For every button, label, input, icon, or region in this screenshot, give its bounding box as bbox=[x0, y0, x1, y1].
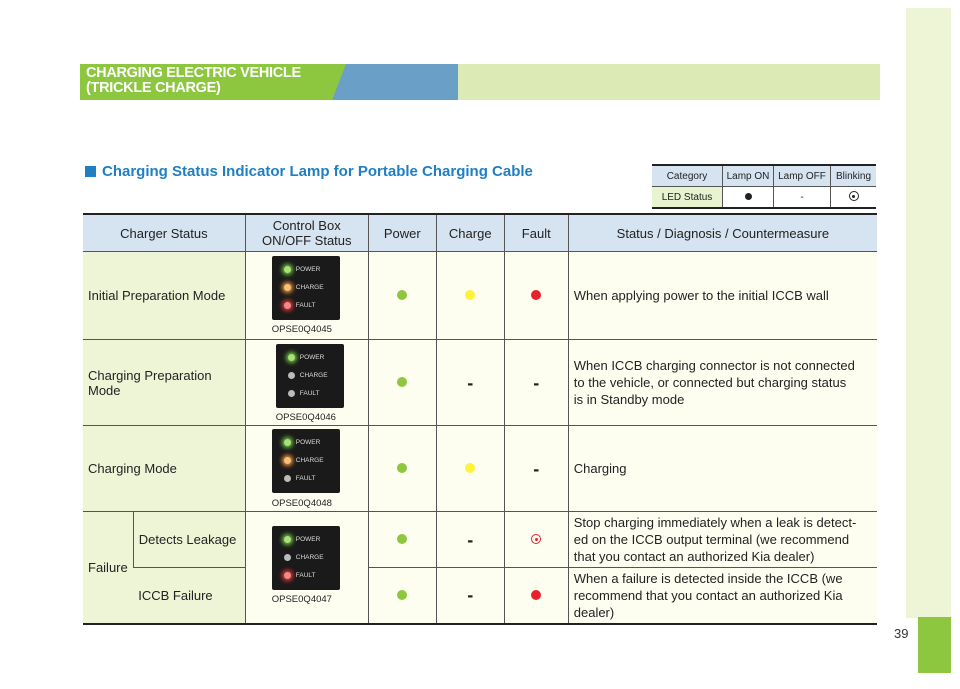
control-box-image bbox=[245, 426, 368, 512]
green-dot-icon bbox=[397, 377, 407, 387]
fault-lamp bbox=[504, 568, 568, 624]
power-lamp bbox=[368, 512, 436, 568]
fault-lamp bbox=[504, 512, 568, 568]
charge-lamp bbox=[436, 252, 504, 340]
charge-lamp: - bbox=[436, 512, 504, 568]
fault-led-icon bbox=[284, 572, 291, 579]
led-legend-table bbox=[652, 164, 876, 209]
row-description: Stop charging immediately when a leak is detect- ed on the ICCB output terminal (we recommend that you contact an authorized Kia dealer) bbox=[568, 512, 877, 568]
image-code: OPSE0Q4045 bbox=[271, 324, 332, 335]
section-title-text: Charging Status Indicator Lamp for Portable Charging Cable bbox=[102, 163, 533, 180]
legend-header-lamp-off: Lamp OFF bbox=[774, 165, 831, 187]
green-dot-icon bbox=[397, 290, 407, 300]
row-status: Charging Preparation Mode bbox=[83, 340, 245, 426]
chapter-title-line1: CHARGING ELECTRIC VEHICLE bbox=[86, 65, 301, 81]
col-header-power: Power bbox=[368, 214, 436, 252]
charge-led-icon bbox=[284, 457, 291, 464]
control-box-image bbox=[245, 340, 368, 426]
table-row bbox=[83, 512, 877, 568]
control-box-panel: POWER CHARGE FAULT bbox=[272, 256, 340, 320]
side-band bbox=[906, 8, 951, 618]
table-header-row bbox=[83, 214, 877, 252]
image-code: OPSE0Q4048 bbox=[271, 498, 332, 509]
side-tab bbox=[918, 617, 951, 673]
page-number: 39 bbox=[894, 626, 909, 641]
chapter-title-line2: (TRICKLE CHARGE) bbox=[86, 80, 221, 96]
header-bar-blue bbox=[330, 64, 458, 100]
legend-header-lamp-on: Lamp ON bbox=[723, 165, 774, 187]
square-bullet-icon bbox=[85, 166, 96, 177]
table-row bbox=[83, 252, 877, 340]
control-box-image bbox=[245, 252, 368, 340]
filled-dot-icon bbox=[745, 193, 752, 200]
control-box-panel: POWER CHARGE FAULT bbox=[272, 526, 340, 590]
power-led-icon bbox=[288, 354, 295, 361]
green-dot-icon bbox=[397, 463, 407, 473]
section-title bbox=[85, 163, 533, 180]
row-substatus: ICCB Failure bbox=[133, 568, 245, 624]
legend-row-label: LED Status bbox=[652, 187, 723, 209]
power-led-icon bbox=[284, 536, 291, 543]
green-dot-icon bbox=[397, 590, 407, 600]
power-led-icon bbox=[284, 439, 291, 446]
power-lamp bbox=[368, 426, 436, 512]
legend-lamp-off: - bbox=[774, 187, 831, 209]
yellow-dot-icon bbox=[465, 463, 475, 473]
control-box-panel: POWER CHARGE FAULT bbox=[276, 344, 344, 408]
table-row bbox=[83, 568, 877, 624]
image-code: OPSE0Q4046 bbox=[275, 412, 336, 423]
fault-lamp: - bbox=[504, 340, 568, 426]
row-description: Charging bbox=[568, 426, 877, 512]
row-status: Failure bbox=[83, 512, 133, 624]
col-header-fault: Fault bbox=[504, 214, 568, 252]
control-box-panel: POWER CHARGE FAULT bbox=[272, 429, 340, 493]
col-header-control-box bbox=[245, 214, 368, 252]
row-description: When applying power to the initial ICCB wall bbox=[568, 252, 877, 340]
row-description: When ICCB charging connector is not connected to the vehicle, or connected but charging status is in Standby mode bbox=[568, 340, 877, 426]
charge-lamp bbox=[436, 426, 504, 512]
fault-led-icon bbox=[284, 475, 291, 482]
legend-header-blinking: Blinking bbox=[831, 165, 877, 187]
chapter-title bbox=[86, 66, 301, 96]
charge-led-icon bbox=[284, 554, 291, 561]
charge-lamp: - bbox=[436, 340, 504, 426]
red-dot-icon bbox=[531, 590, 541, 600]
row-substatus: Detects Leakage bbox=[133, 512, 245, 568]
green-dot-icon bbox=[397, 534, 407, 544]
legend-blinking bbox=[831, 187, 877, 209]
col-header-control-line1: Control Box bbox=[272, 218, 341, 233]
power-lamp bbox=[368, 340, 436, 426]
fault-lamp bbox=[504, 252, 568, 340]
blinking-circle-icon bbox=[849, 191, 859, 201]
col-header-charge: Charge bbox=[436, 214, 504, 252]
table-row bbox=[83, 426, 877, 512]
row-status: Initial Preparation Mode bbox=[83, 252, 245, 340]
table-row bbox=[83, 340, 877, 426]
status-table bbox=[83, 213, 877, 625]
charge-led-icon bbox=[284, 284, 291, 291]
fault-led-icon bbox=[288, 390, 295, 397]
power-lamp bbox=[368, 568, 436, 624]
power-lamp bbox=[368, 252, 436, 340]
col-header-control-line2: ON/OFF Status bbox=[261, 233, 352, 248]
charge-led-icon bbox=[288, 372, 295, 379]
control-box-image bbox=[245, 512, 368, 624]
charge-lamp: - bbox=[436, 568, 504, 624]
legend-header-category: Category bbox=[652, 165, 723, 187]
red-dot-icon bbox=[531, 290, 541, 300]
power-led-icon bbox=[284, 266, 291, 273]
col-header-diagnosis: Status / Diagnosis / Countermeasure bbox=[568, 214, 877, 252]
fault-led-icon bbox=[284, 302, 291, 309]
col-header-status: Charger Status bbox=[83, 214, 245, 252]
row-description: When a failure is detected inside the ICCB (we recommend that you contact an authorized Kia dealer) bbox=[568, 568, 877, 624]
yellow-dot-icon bbox=[465, 290, 475, 300]
legend-lamp-on bbox=[723, 187, 774, 209]
image-code: OPSE0Q4047 bbox=[271, 594, 332, 605]
row-status: Charging Mode bbox=[83, 426, 245, 512]
fault-lamp: - bbox=[504, 426, 568, 512]
blinking-red-icon bbox=[531, 534, 541, 544]
